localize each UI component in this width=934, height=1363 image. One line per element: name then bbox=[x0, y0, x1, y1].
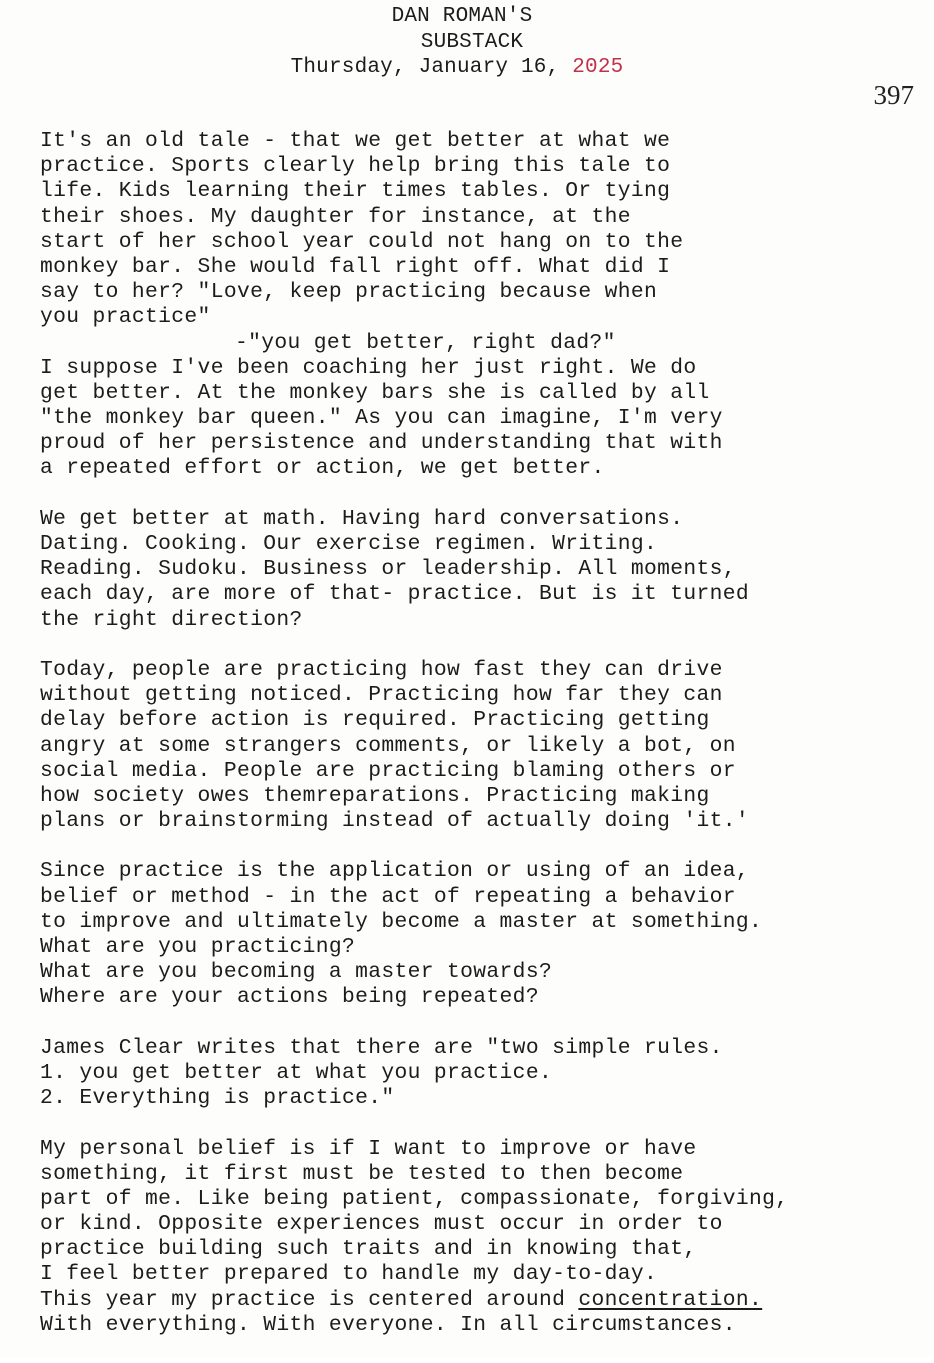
text-line: My personal belief is if I want to improve or have bbox=[40, 1136, 697, 1161]
text-line: a repeated effort or action, we get better. bbox=[40, 456, 605, 481]
publication-line: SUBSTACK bbox=[420, 30, 524, 54]
page-header bbox=[0, 4, 934, 81]
date-text: Thursday, January 16, bbox=[290, 56, 573, 79]
text-line: proud of her persistence and understanding that with bbox=[40, 431, 723, 456]
paragraph-2 bbox=[40, 507, 920, 633]
text-line-dialogue: -"you get better, right dad?" bbox=[235, 330, 616, 355]
text-line: delay before action is required. Practicing getting bbox=[40, 708, 710, 733]
text-line: start of her school year could not hang on to the bbox=[40, 229, 684, 254]
paragraph-5 bbox=[40, 1036, 920, 1112]
rule-line: 1. you get better at what you practice. bbox=[40, 1060, 553, 1085]
text-line: the right direction? bbox=[40, 607, 303, 632]
text-line: to improve and ultimately become a master at something. bbox=[40, 909, 763, 934]
question-line: What are you practicing? bbox=[40, 935, 356, 959]
text-line: say to her? "Love, keep practicing because when bbox=[40, 280, 658, 305]
text-line: I suppose I've been coaching her just right. We do bbox=[40, 355, 697, 380]
text-line: social media. People are practicing blaming others or bbox=[40, 758, 736, 783]
paragraph-6 bbox=[40, 1137, 920, 1339]
text-line: or kind. Opposite experiences must occur in order to bbox=[40, 1212, 723, 1237]
paragraph-4 bbox=[40, 859, 920, 1010]
underlined-word: concentration. bbox=[578, 1287, 763, 1312]
date-year: 2025 bbox=[572, 56, 624, 79]
text-line: without getting noticed. Practicing how far they can bbox=[40, 683, 723, 708]
text-line: It's an old tale - that we get better at what we bbox=[40, 129, 671, 153]
text-line: you practice" bbox=[40, 305, 211, 330]
text-line-lead: This year my practice is centered around bbox=[40, 1287, 579, 1312]
text-line: something, it first must be tested to then become bbox=[40, 1161, 684, 1186]
text-line: life. Kids learning their times tables. Or tying bbox=[40, 179, 671, 204]
text-line: "the monkey bar queen." As you can imagine, I'm very bbox=[40, 406, 723, 431]
text-line: how society owes themreparations. Practicing making bbox=[40, 783, 710, 808]
text-line-concentration bbox=[40, 1288, 920, 1313]
text-line: We get better at math. Having hard conversations. bbox=[40, 506, 684, 531]
text-line: each day, are more of that- practice. But is it turned bbox=[40, 582, 750, 607]
text-line: practice building such traits and in knowing that, bbox=[40, 1237, 697, 1262]
page-number: 397 bbox=[873, 80, 914, 110]
text-line: practice. Sports clearly help bring this tale to bbox=[40, 154, 671, 179]
article-body bbox=[40, 129, 920, 1363]
text-line: Since practice is the application or using of an idea, bbox=[40, 859, 750, 884]
text-line: Today, people are practicing how fast they can drive bbox=[40, 657, 723, 682]
text-line: plans or brainstorming instead of actually doing 'it.' bbox=[40, 809, 750, 834]
text-line: their shoes. My daughter for instance, at the bbox=[40, 204, 631, 229]
paragraph-1 bbox=[40, 129, 920, 482]
author-line: DAN ROMAN'S bbox=[391, 5, 533, 28]
text-line: get better. At the monkey bars she is called by all bbox=[40, 380, 710, 405]
paragraph-3 bbox=[40, 658, 920, 834]
text-line: belief or method - in the act of repeating a behavior bbox=[40, 884, 736, 909]
date-line bbox=[0, 55, 934, 81]
text-line: part of me. Like being patient, compassionate, forgiving, bbox=[40, 1186, 789, 1211]
text-line-monkey-correction: monkey bar. She would fall right off. What did I bbox=[40, 254, 671, 279]
text-line: Reading. Sudoku. Business or leadership. All moments, bbox=[40, 557, 736, 582]
text-line: Dating. Cooking. Our exercise regimen. Writing. bbox=[40, 532, 658, 556]
question-line: Where are your actions being repeated? bbox=[40, 985, 539, 1010]
text-line: I feel better prepared to handle my day-to-day. bbox=[40, 1262, 658, 1287]
question-line: What are you becoming a master towards? bbox=[40, 960, 553, 985]
rule-line: 2. Everything is practice." bbox=[40, 1086, 395, 1111]
text-line: angry at some strangers comments, or likely a bot, on bbox=[40, 733, 736, 758]
text-line: With everything. With everyone. In all circumstances. bbox=[40, 1312, 736, 1337]
text-line: James Clear writes that there are "two simple rules. bbox=[40, 1035, 723, 1060]
